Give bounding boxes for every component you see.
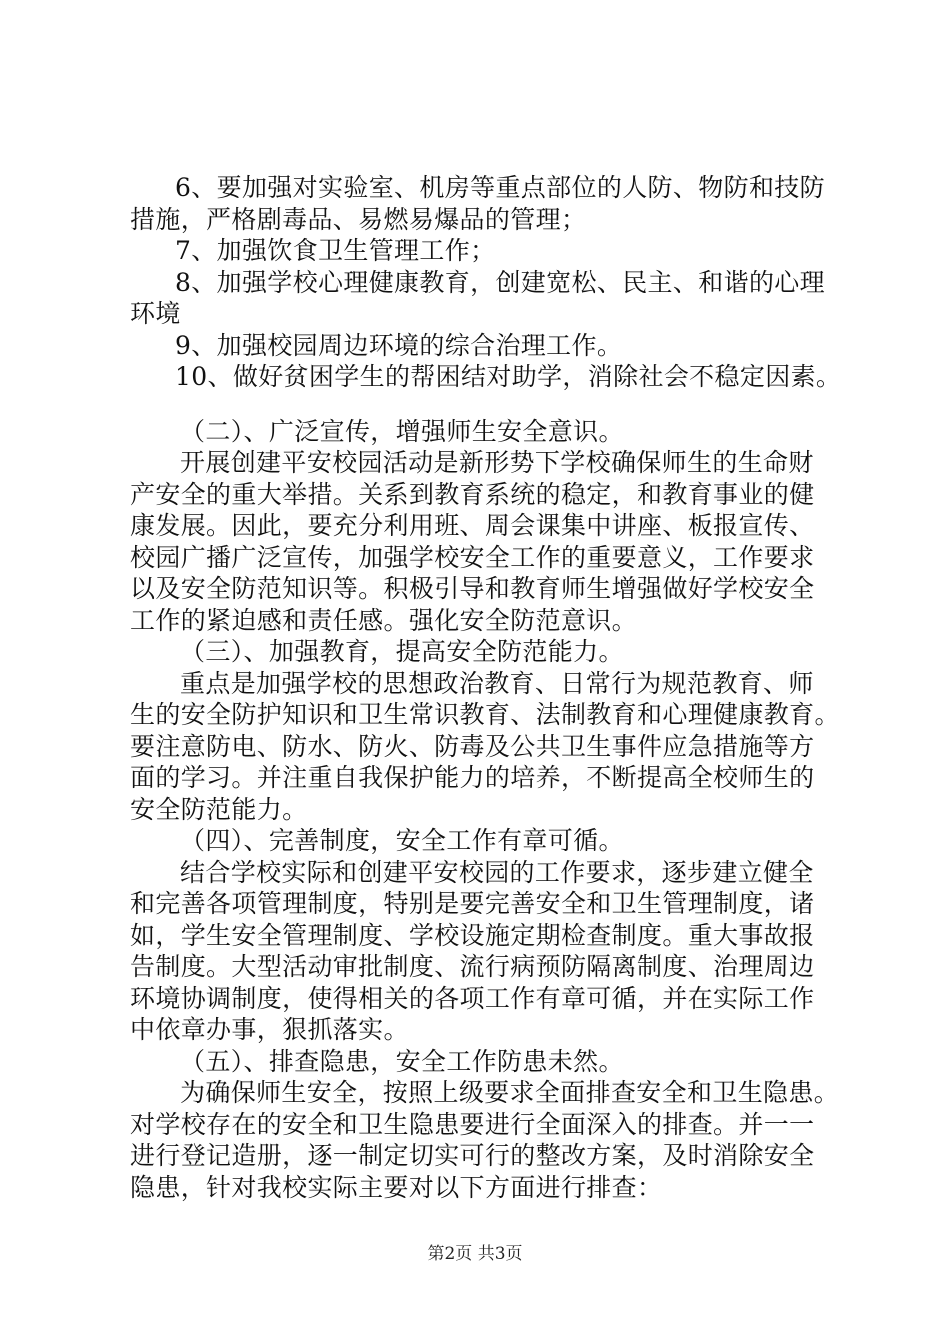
paragraph-line: 生的安全防护知识和卫生常识教育、法制教育和心理健康教育。 — [130, 700, 840, 729]
section-heading: （五）、排查隐患，安全工作防患未然。 — [180, 1046, 624, 1076]
paragraph-line: 安全防范能力。 — [130, 794, 308, 824]
paragraph-line: 康发展。因此，要充分利用班、周会课集中讲座、板报宣传、 — [130, 511, 815, 540]
paragraph-line: 隐患，针对我校实际主要对以下方面进行排查： — [130, 1172, 663, 1202]
section-gap — [130, 393, 850, 416]
paragraph-line: 环境协调制度，使得相关的各项工作有章可循，并在实际工作 — [130, 983, 815, 1013]
paragraph-line: 产安全的重大举措。关系到教育系统的稳定，和教育事业的健 — [130, 479, 815, 509]
list-item: 6、要加强对实验室、机房等重点部位的人防、物防和技防 — [175, 173, 826, 202]
text-line: 措施，严格剧毒品、易燃易爆品的管理； — [130, 204, 587, 234]
paragraph-line: 为确保师生安全，按照上级要求全面排查安全和卫生隐患。 — [180, 1078, 840, 1107]
list-item: 8、加强学校心理健康教育，创建宽松、民主、和谐的心理 — [175, 267, 826, 297]
paragraph-line: 以及安全防范知识等。积极引导和教育师生增强做好学校安全 — [130, 574, 815, 603]
section-heading: （三）、加强教育，提高安全防范能力。 — [180, 637, 624, 666]
paragraph-line: 校园广播广泛宣传，加强学校安全工作的重要意义，工作要求 — [130, 542, 815, 572]
paragraph-line: 中依章办事，狠抓落实。 — [130, 1015, 409, 1044]
paragraph-line: 和完善各项管理制度，特别是要完善安全和卫生管理制度，诸 — [130, 889, 815, 918]
list-item: 7、加强饮食卫生管理工作； — [175, 236, 496, 265]
paragraph-line: 结合学校实际和创建平安校园的工作要求，逐步建立健全 — [180, 857, 814, 887]
paragraph-line: 开展创建平安校园活动是新形势下学校确保师生的生命财 — [180, 448, 814, 477]
paragraph-line: 面的学习。并注重自我保护能力的培养，不断提高全校师生的 — [130, 763, 815, 792]
section-heading: （四）、完善制度，安全工作有章可循。 — [180, 826, 624, 855]
paragraph-line: 如，学生安全管理制度、学校设施定期检查制度。重大事故报 — [130, 920, 815, 950]
list-item: 9、加强校园周边环境的综合治理工作。 — [175, 330, 623, 360]
paragraph-line: 工作的紧迫感和责任感。强化安全防范意识。 — [130, 605, 638, 635]
paragraph-line: 告制度。大型活动审批制度、流行病预防隔离制度、治理周边 — [130, 952, 815, 981]
list-item: 10、做好贫困学生的帮困结对助学，消除社会不稳定因素。 — [175, 362, 842, 391]
paragraph-line: 重点是加强学校的思想政治教育、日常行为规范教育、师 — [180, 668, 814, 698]
page-number-footer: 第2页 共3页 — [427, 1244, 523, 1264]
text-line: 环境 — [130, 299, 181, 328]
paragraph-line: 进行登记造册，逐一制定切实可行的整改方案，及时消除安全 — [130, 1141, 815, 1170]
paragraph-line: 对学校存在的安全和卫生隐患要进行全面深入的排查。并一一 — [130, 1109, 815, 1139]
section-heading: （二）、广泛宣传，增强师生安全意识。 — [180, 416, 624, 446]
document-body — [130, 172, 850, 1203]
paragraph-line: 要注意防电、防水、防火、防毒及公共卫生事件应急措施等方 — [130, 731, 815, 761]
